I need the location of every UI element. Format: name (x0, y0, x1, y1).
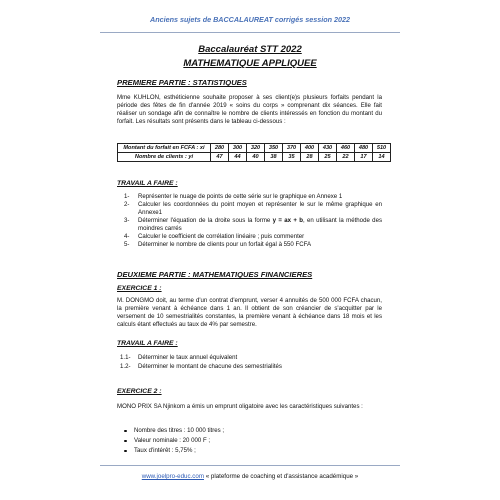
exercise2-text: MONO PRIX SA Njinkom a émis un emprunt oligatoire avec les caractéristiques suivantes : (117, 403, 363, 410)
table-row-label: Nombre de clients : yi (118, 153, 211, 162)
footer-link[interactable]: www.joelpro-educ.com (141, 473, 204, 480)
table-cell: 510 (373, 144, 391, 153)
list-item-text: Déterminer l'équation de la droite sous la forme (138, 217, 273, 224)
list-item (120, 193, 382, 201)
list-item: Taux d'intérêt : 5,75% ; (120, 446, 224, 456)
list-item-text: Déterminer le taux annuel équivalent (138, 354, 238, 361)
document-header: Anciens sujets de BACCALAUREAT corrigés session 2022 (150, 15, 350, 24)
list-item: Valeur nominale : 20 000 F ; (120, 436, 224, 446)
part1-intro: Mme KUHLON, esthéticienne souhaite proposer à ses client(e)s plusieurs forfaits pendant la période des fêtes de fin d'année 2019 « soins du corps » comprenant dix séances. Elle fait réaliser un sondage afin de connaître le nombre de clients intéressés en fonction du montant du forfait. Les résultats sont présents dans le tableau ci-dessous : (117, 94, 382, 125)
part2-tasks-heading: TRAVAIL A FAIRE : (117, 340, 178, 347)
footer-divider (100, 465, 400, 466)
table-cell: 430 (319, 144, 337, 153)
list-item (120, 241, 382, 249)
header-divider (100, 32, 400, 33)
list-item-number: 5- (124, 241, 130, 248)
stats-table (117, 143, 391, 162)
list-item-text: Calculer le coefficient de corrélation linéaire ; puis commenter (138, 233, 305, 240)
table-row-label: Montant du forfait en FCFA : xi (118, 144, 211, 153)
list-item: Nombre des titres : 10 000 titres ; (120, 426, 224, 436)
list-item-text: Déterminer le nombre de clients pour un forfait égal à 550 FCFA (138, 241, 312, 248)
table-cell: 28 (301, 153, 319, 162)
table-cell: 44 (229, 153, 247, 162)
list-item-text: Déterminer le montant de chacune des semestrialités (138, 362, 282, 370)
list-item-number: 1.1- (120, 354, 131, 361)
table-cell: 35 (283, 153, 301, 162)
equation: y = ax + b (272, 217, 303, 224)
document-footer (0, 473, 500, 480)
subject-title: MATHEMATIQUE APPLIQUEE (183, 58, 317, 69)
part1-task-list (120, 193, 382, 249)
list-item (120, 217, 382, 233)
table-cell: 14 (373, 153, 391, 162)
table-row (118, 153, 391, 162)
list-item (120, 201, 382, 217)
table-cell: 320 (247, 144, 265, 153)
table-cell: 350 (265, 144, 283, 153)
list-item-text: Représenter le nuage de points de cette série sur le graphique en Annexe 1 (138, 193, 343, 200)
table-cell: 370 (283, 144, 301, 153)
table-cell: 460 (337, 144, 355, 153)
list-item-number: 3- (124, 217, 130, 224)
table-cell: 400 (301, 144, 319, 153)
table-cell: 300 (229, 144, 247, 153)
table-cell: 47 (211, 153, 229, 162)
list-item-number: 1- (124, 193, 130, 200)
table-cell: 25 (319, 153, 337, 162)
exercise1-heading: EXERCICE 1 : (117, 285, 162, 292)
list-item-text: Calculer les coordonnées du point moyen et représenter le sur le même graphique en Annexe1 (138, 201, 382, 216)
list-item (120, 233, 382, 241)
list-item-number: 1.2- (120, 362, 131, 370)
part2-task-list (120, 354, 282, 371)
part1-tasks-heading: TRAVAIL A FAIRE : (117, 180, 178, 187)
table-row (118, 144, 391, 153)
list-item (120, 354, 282, 363)
table-cell: 38 (265, 153, 283, 162)
table-cell: 22 (337, 153, 355, 162)
part1-heading: PREMIERE PARTIE : STATISTIQUES (117, 78, 247, 87)
list-item-text: , en utilisant la méthode des moindres carrés (138, 217, 383, 232)
table-cell: 280 (211, 144, 229, 153)
table-cell: 480 (355, 144, 373, 153)
list-item (120, 363, 282, 372)
bond-characteristics-list (120, 426, 224, 456)
footer-text: « plateforme de coaching et d'assistance académique » (204, 473, 359, 480)
table-cell: 40 (247, 153, 265, 162)
part2-heading: DEUXIEME PARTIE : MATHEMATIQUES FINANCIERES (117, 270, 313, 279)
table-cell: 17 (355, 153, 373, 162)
exercise2-heading: EXERCICE 2 : (117, 388, 162, 395)
list-item-number: 2- (124, 201, 130, 208)
exam-title: Baccalauréat STT 2022 (198, 44, 302, 55)
list-item-number: 4- (124, 233, 130, 240)
exercise1-text: M. DONGMO doit, au terme d'un contrat d'emprunt, verser 4 annuités de 500 000 FCFA chacun, la première venant à échéance dans 1 an. Il obtient de son créancier de s'acquitter par le versement de 10 semestrialités constantes, la première venant à échéance dans 18 mois et les calculs étant effectués au taux de 4% par semestre. (117, 297, 382, 328)
